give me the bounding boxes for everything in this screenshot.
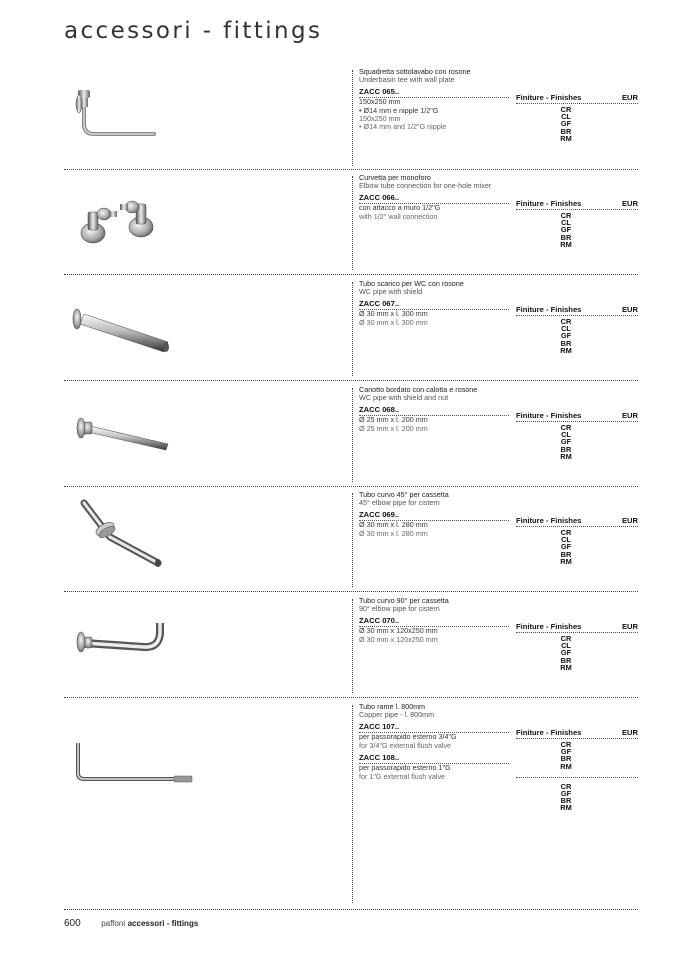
finish-codes: [516, 741, 616, 770]
finish-codes: [516, 318, 616, 354]
product-code: ZACC 068..: [359, 406, 509, 416]
finish-code: GF: [560, 789, 572, 799]
finishes-label: Finiture - Finishes: [516, 516, 582, 525]
spec-line: 150x250 mm: [359, 97, 401, 107]
elbow-connection-image: [64, 174, 334, 272]
finishes-label: Finiture - Finishes: [516, 199, 582, 208]
product-row-zacc070: [64, 597, 638, 695]
spec-line: Ø 30 mm x l. 300 mm: [359, 317, 428, 327]
elbow-90-pipe-image: [64, 597, 334, 695]
currency-label: EUR: [621, 516, 638, 525]
product-name-it: Tubo scarico per WC con rosone: [359, 279, 464, 288]
finish-code: BR: [560, 754, 572, 764]
product-name-en: Copper pipe - l. 800mm: [359, 710, 435, 720]
product-image: [64, 703, 334, 905]
finishes-label: Finiture - Finishes: [516, 93, 582, 102]
finishes-label: Finiture - Finishes: [516, 728, 582, 737]
spec-line: Ø 25 mm x l. 200 mm: [359, 423, 428, 433]
finishes-label: Finiture - Finishes: [516, 305, 582, 314]
page-title: accessori - fittings: [64, 18, 323, 44]
finish-code: BR: [560, 549, 572, 559]
finishes-header: [516, 93, 638, 104]
product-name-it: Tubo curvo 90° per cassetta: [359, 596, 449, 605]
spec-line: for 1"G external flush valve: [359, 771, 446, 781]
finish-code: GF: [560, 648, 572, 658]
product-row-zacc065: [64, 68, 638, 168]
spec-line: per passorapido esterno 3/4"G: [359, 732, 457, 742]
currency-label: EUR: [621, 199, 638, 208]
finish-code: BR: [560, 338, 572, 348]
wc-pipe-shield-image: [64, 386, 334, 484]
product-name-en: 45° elbow pipe for cistern: [359, 498, 440, 508]
page-number: 600: [64, 918, 81, 929]
finish-code: RM: [560, 451, 572, 461]
finish-code: BR: [560, 126, 572, 136]
product-name-it: Squadretta sottolavabo con rosone: [359, 67, 471, 76]
product-image: [64, 174, 334, 272]
finish-code: CR: [560, 211, 572, 220]
finish-code: RM: [560, 133, 572, 143]
currency-label: EUR: [621, 411, 638, 420]
product-name-it: Tubo rame l. 800mm: [359, 702, 426, 711]
finish-code: CL: [561, 430, 571, 440]
product-name-it: Tubo curvo 45° per cassetta: [359, 490, 449, 499]
finish-code: GF: [560, 747, 572, 757]
product-row-zacc066: [64, 174, 638, 272]
finishes-header: [516, 516, 638, 527]
finish-code: CR: [560, 781, 572, 791]
footer-title: accessori - fittings: [127, 919, 199, 928]
finishes-header: [516, 622, 638, 633]
spec-line: Ø 30 mm x l. 280 mm: [359, 528, 428, 538]
spec-line: per passorapido esterno 1"G: [359, 763, 451, 773]
finish-code: GF: [560, 542, 572, 552]
finish-code: CL: [561, 535, 571, 545]
currency-label: EUR: [621, 622, 638, 631]
spec-line: • Ø14 mm and 1/2"G nipple: [359, 122, 447, 132]
finish-code: GF: [560, 331, 572, 341]
section-divider: [64, 380, 638, 381]
finish-code: RM: [560, 803, 572, 813]
finish-code: CL: [561, 641, 571, 651]
finish-code: BR: [560, 796, 572, 806]
product-code: ZACC 069..: [359, 511, 509, 521]
spec-line: with 1/2" wall connection: [359, 211, 438, 221]
finish-code: CR: [560, 423, 572, 432]
currency-label: EUR: [621, 728, 638, 737]
finish-code: BR: [560, 655, 572, 665]
spec-line: Ø 30 mm x 120x250 mm: [359, 634, 438, 644]
product-name-en: 90° elbow pipe for cistern: [359, 604, 440, 614]
finishes-header: [516, 305, 638, 316]
finish-code: RM: [560, 345, 572, 355]
product-code: ZACC 066..: [359, 194, 509, 204]
spec-line: 150x250 mm: [359, 114, 401, 124]
finish-code: BR: [560, 232, 572, 242]
finish-code: CL: [561, 324, 571, 334]
finish-code: GF: [560, 119, 572, 129]
finish-code: CL: [561, 112, 571, 122]
product-code: ZACC 108..: [359, 754, 509, 764]
product-name-en: WC pipe with shield and nut: [359, 393, 449, 403]
finish-codes: [516, 529, 616, 565]
finish-code: CR: [560, 528, 572, 537]
finish-code: GF: [560, 437, 572, 447]
product-code: ZACC 107..: [359, 723, 509, 733]
spec-line: Ø 30 mm x l. 280 mm: [359, 520, 428, 530]
wc-pipe-image: [64, 280, 334, 378]
section-divider: [64, 486, 638, 487]
page-footer: [64, 918, 198, 929]
finish-codes: [516, 424, 616, 460]
spec-line: Ø 30 mm x l. 300 mm: [359, 309, 428, 319]
finishes-header: [516, 411, 638, 422]
currency-label: EUR: [621, 93, 638, 102]
product-row-zacc067: [64, 280, 638, 378]
spec-line: con attacco a muro 1/2"G: [359, 203, 441, 213]
product-name-it: Canotto bordato con calotta e rosone: [359, 385, 478, 394]
finish-codes: [516, 106, 616, 142]
product-code: ZACC 065..: [359, 88, 509, 98]
product-name-en: Underbasin tee with wall plate: [359, 75, 455, 85]
finish-code: CR: [560, 740, 572, 749]
product-row-zacc068: [64, 386, 638, 484]
finish-codes: [516, 635, 616, 671]
finish-code: RM: [560, 556, 572, 566]
spec-line: for 3/4"G external flush valve: [359, 740, 452, 750]
product-name-en: WC pipe with shield: [359, 287, 423, 297]
section-divider: [64, 697, 638, 698]
finish-code: CR: [560, 317, 572, 326]
finishes-header: [516, 728, 638, 739]
product-name-en: Elbow tube connection for one-hole mixer: [359, 181, 492, 191]
currency-label: EUR: [621, 305, 638, 314]
finishes-label: Finiture - Finishes: [516, 622, 582, 631]
finishes-label: Finiture - Finishes: [516, 411, 582, 420]
product-name-it: Curvetta per monoforo: [359, 173, 431, 182]
section-divider: [64, 909, 638, 910]
section-divider: [64, 169, 638, 170]
product-image: [64, 597, 334, 695]
section-divider: [64, 591, 638, 592]
product-row-zacc069: [64, 491, 638, 589]
finish-code: CR: [560, 105, 572, 114]
finishes-header: [516, 199, 638, 210]
finish-code: RM: [560, 761, 572, 771]
copper-pipe-image: [64, 703, 334, 905]
spec-line: Ø 25 mm x l. 200 mm: [359, 415, 428, 425]
finish-code: RM: [560, 239, 572, 249]
section-divider: [64, 274, 638, 275]
spec-line: • Ø14 mm e nipple 1/2"G: [359, 105, 439, 115]
finish-codes: [516, 212, 616, 248]
product-image: [64, 386, 334, 484]
product-image: [64, 68, 334, 168]
product-image: [64, 491, 334, 589]
underbasin-tee-image: [64, 68, 334, 168]
product-row-zacc107: [64, 703, 638, 905]
finish-code: RM: [560, 662, 572, 672]
product-code: ZACC 067..: [359, 300, 509, 310]
finish-codes: [516, 783, 616, 812]
product-image: [64, 280, 334, 378]
product-code: ZACC 070..: [359, 617, 509, 627]
spec-line: Ø 30 mm x 120x250 mm: [359, 626, 438, 636]
finish-code: CL: [561, 218, 571, 228]
finish-code: GF: [560, 225, 572, 235]
footer-brand: paffoni: [101, 919, 126, 928]
finish-code: CR: [560, 634, 572, 643]
finish-code: BR: [560, 444, 572, 454]
finishes-divider: [516, 777, 638, 778]
elbow-45-pipe-image: [64, 491, 334, 589]
